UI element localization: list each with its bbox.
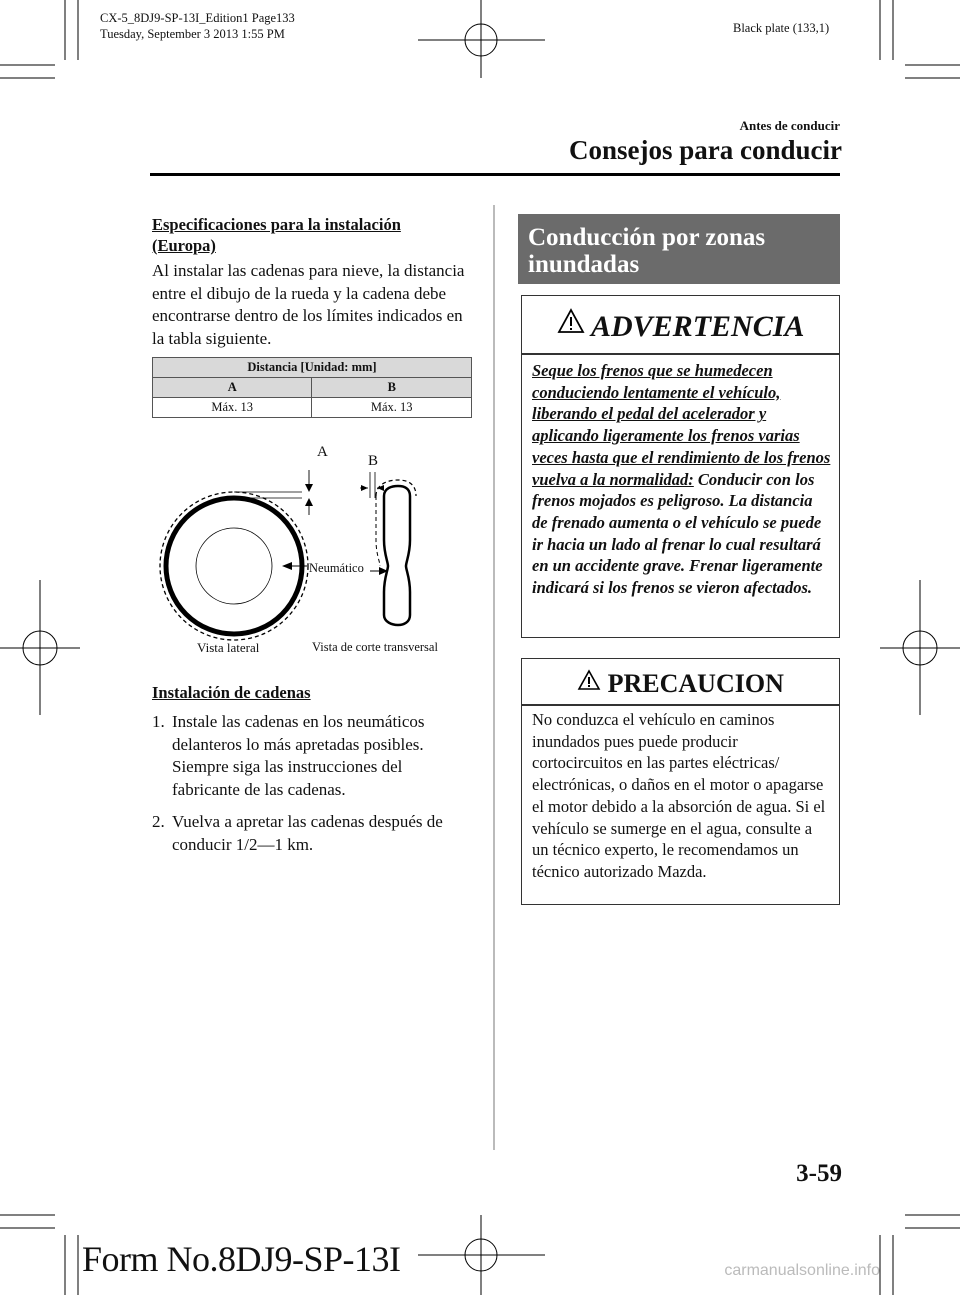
step-number: 1. — [152, 712, 165, 731]
warning-text: Conducir con los frenos mojados es peligroso. La distancia de frenado aumenta o el vehículo se puede ir hacia un lado al frenar lo cual resultará en un accidente grave. Frenar ligeramente indicará si los frenos se vieron afectados. — [532, 469, 823, 598]
section-name: Antes de conducir — [739, 118, 840, 133]
left-column — [152, 214, 472, 350]
spec-table — [152, 357, 472, 418]
spec-heading: Especificaciones para la instalación (Europa) — [152, 215, 401, 255]
watermark-text: carmanualsonline.info — [724, 1262, 880, 1279]
plate-info-left — [100, 10, 295, 42]
caution-triangle-icon — [577, 669, 601, 691]
spec-text: Al instalar las cadenas para nieve, la distancia entre el dibujo de la rueda y la cadena debe encontrarse dentro de los límites indicados en la tabla siguiente. — [152, 261, 465, 348]
table-cell-a: Máx. 13 — [153, 398, 312, 418]
install-section — [152, 682, 472, 866]
figure-label-tire: Neumático — [309, 561, 364, 575]
table-caption: Distancia [Unidad: mm] — [153, 358, 472, 378]
tire-chain-diagram — [152, 440, 472, 665]
warning-body — [532, 360, 832, 599]
step-text: Vuelva a apretar las cadenas después de conducir 1/2―1 km. — [172, 812, 443, 854]
figure-label-cross-section: Vista de corte transversal — [312, 640, 438, 654]
table-cell-b: Máx. 13 — [312, 398, 472, 418]
page-number: 3-59 — [796, 1160, 842, 1187]
warning-divider — [522, 353, 839, 355]
warning-box — [521, 295, 840, 638]
step-text: Instale las cadenas en los neumáticos delanteros lo más apretadas posibles. Siempre siga las instrucciones del fabricante de las cadenas. — [172, 712, 425, 799]
table-header-a: A — [153, 378, 312, 398]
header-rule — [150, 173, 840, 176]
caution-text: No conduzca el vehículo en caminos inundados pues puede producir cortocircuitos en las partes eléctricas/ electrónicas, o daños en el motor o apagarse el motor debido a la absorción de agua. Si el vehículo se sumerge en el agua, consulte a un técnico experto, le recomendamos un técnico autorizado Mazda. — [532, 710, 826, 881]
install-step — [152, 711, 472, 801]
section-title-flooded: Conducción por zonas inundadas — [518, 214, 840, 284]
figure-label-b: B — [368, 453, 379, 469]
warning-heading — [522, 308, 839, 344]
figure-label-a: A — [317, 444, 328, 460]
install-steps — [152, 711, 472, 856]
warning-heading-text: ADVERTENCIA — [590, 310, 805, 343]
warning-triangle-icon — [557, 308, 585, 334]
table-header-b: B — [312, 378, 472, 398]
page-title: Consejos para conducir — [568, 135, 842, 165]
form-number: Form No.8DJ9-SP-13I — [82, 1239, 401, 1279]
plate-date: Tuesday, September 3 2013 1:55 PM — [100, 27, 285, 41]
tire-chain-figure — [152, 440, 472, 665]
caution-heading-text: PRECAUCION — [607, 669, 784, 698]
plate-file-name: CX-5_8DJ9-SP-13I_Edition1 Page133 — [100, 11, 295, 25]
step-number: 2. — [152, 812, 165, 831]
caution-heading — [522, 669, 839, 699]
caution-divider — [522, 704, 839, 706]
warning-underlined-text: Seque los frenos que se humedecen conduciendo lentamente el vehículo, liberando el pedal del acelerador y aplicando ligeramente los frenos varias veces hasta que el rendimiento de los frenos vuelva a la normalidad: — [532, 361, 831, 489]
caution-box — [521, 658, 840, 905]
install-step — [152, 811, 472, 856]
plate-info-right: Black plate (133,1) — [733, 21, 830, 35]
install-heading: Instalación de cadenas — [152, 683, 311, 702]
figure-label-side-view: Vista lateral — [197, 640, 260, 655]
